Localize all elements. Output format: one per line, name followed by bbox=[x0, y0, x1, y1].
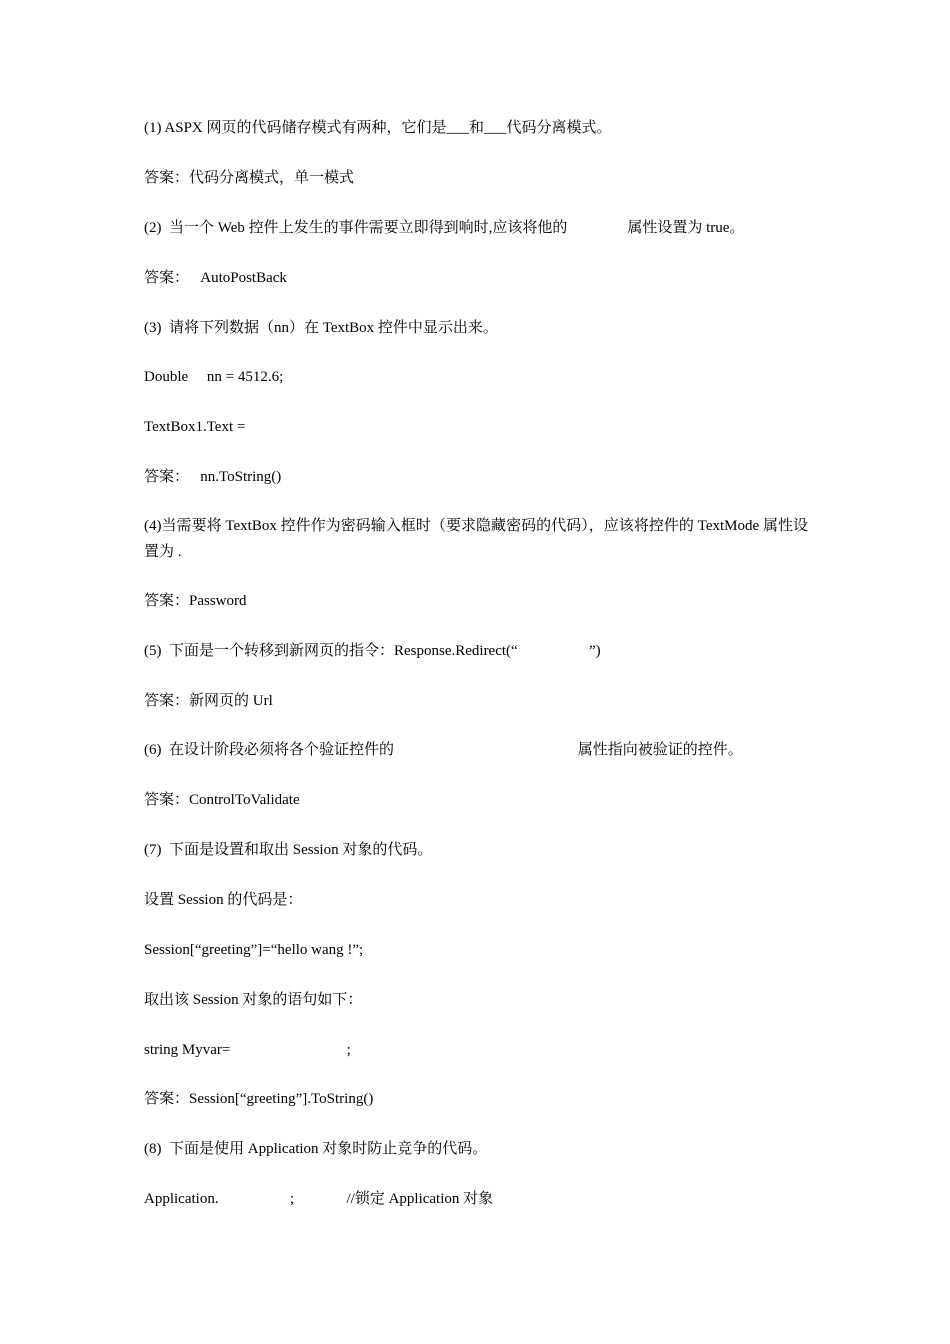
session-set-label: 设置 Session 的代码是： bbox=[144, 892, 303, 908]
question-4: (4)当需要将 TextBox 控件作为密码输入框时（要求隐藏密码的代码），应该将控件的 TextMode 属性设置为 . bbox=[144, 518, 808, 560]
code-line-double: Double nn = 4512.6; bbox=[144, 369, 284, 385]
question-1: (1) ASPX 网页的代码储存模式有两种，它们是___和___代码分离模式。 bbox=[144, 120, 612, 136]
question-7: (7) 下面是设置和取出 Session 对象的代码。 bbox=[144, 842, 433, 858]
answer-4: 答案：Password bbox=[144, 593, 247, 609]
question-8: (8) 下面是使用 Application 对象时防止竞争的代码。 bbox=[144, 1141, 488, 1157]
code-line-session-get: string Myvar= ; bbox=[144, 1042, 351, 1058]
answer-5: 答案：新网页的 Url bbox=[144, 693, 273, 709]
session-get-label: 取出该 Session 对象的语句如下： bbox=[144, 992, 363, 1008]
answer-7: 答案：Session[“greeting”].ToString() bbox=[144, 1091, 374, 1107]
answer-6: 答案：ControlToValidate bbox=[144, 792, 300, 808]
answer-3: 答案： nn.ToString() bbox=[144, 469, 282, 485]
answer-2: 答案： AutoPostBack bbox=[144, 270, 287, 286]
question-5: (5) 下面是一个转移到新网页的指令：Response.Redirect(“ ”) bbox=[144, 643, 601, 659]
code-line-application-lock: Application. ; //锁定 Application 对象 bbox=[144, 1191, 494, 1207]
question-3: (3) 请将下列数据（nn）在 TextBox 控件中显示出来。 bbox=[144, 320, 498, 336]
question-6: (6) 在设计阶段必须将各个验证控件的 属性指向被验证的控件。 bbox=[144, 742, 743, 758]
question-2: (2) 当一个 Web 控件上发生的事件需要立即得到响时,应该将他的 属性设置为 true。 bbox=[144, 220, 745, 236]
code-line-textbox: TextBox1.Text = bbox=[144, 419, 246, 435]
code-line-session-set: Session[“greeting”]=“hello wang !”; bbox=[144, 942, 364, 958]
answer-1: 答案：代码分离模式，单一模式 bbox=[144, 170, 355, 186]
